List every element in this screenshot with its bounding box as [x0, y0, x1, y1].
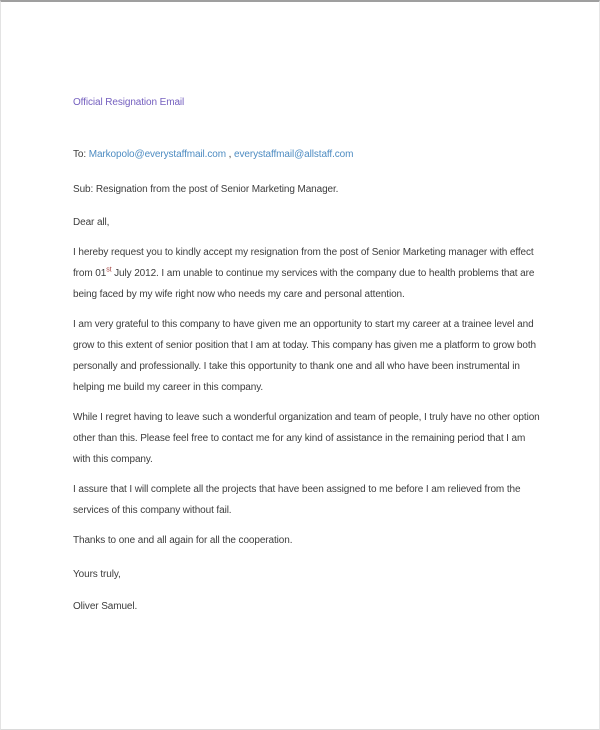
recipient-email-1[interactable]: Markopolo@everystaffmail.com — [88, 149, 226, 160]
paragraph-1-text-before: I hereby request you to kindly accept my resignation from the post of Senior Marketing manager with effect from 01 — [73, 247, 534, 279]
to-label: To: — [73, 149, 87, 160]
recipient-email-2[interactable]: everystaffmail@allstaff.com — [234, 149, 354, 160]
closing: Yours truly, — [73, 569, 121, 580]
signature: Oliver Samuel. — [73, 601, 138, 612]
salutation: Dear all, — [73, 217, 110, 228]
subject-line: Sub: Resignation from the post of Senior Marketing Manager. — [73, 184, 339, 195]
paragraph-assurance: I assure that I will complete all the projects that have been assigned to me before I am relieved from the services of this company without fail. — [73, 484, 521, 516]
paragraph-gratitude: I am very grateful to this company to have given me an opportunity to start my career at a trainee level and grow to this extent of senior position that I am at today. This company has given me a platform to grow both personally and professionally. I take this opportunity to thank one and all who have been instrumental in helping me build my career in this company. — [73, 319, 536, 393]
to-line — [73, 144, 541, 165]
title-row — [73, 92, 541, 113]
letter-content — [1, 2, 599, 617]
paragraph-1-text-after: July 2012. I am unable to continue my services with the company due to health problems that are being faced by my wife right now who needs my care and personal attention. — [73, 268, 535, 300]
recipient-separator: , — [228, 149, 232, 160]
paragraph-thanks: Thanks to one and all again for all the cooperation. — [73, 535, 293, 546]
paragraph-regret: While I regret having to leave such a wonderful organization and team of people, I truly have no other option other than this. Please feel free to contact me for any kind of assistance in the remaining period that I am with this company. — [73, 412, 540, 465]
paragraph-resignation-notice — [73, 242, 541, 305]
date-ordinal-superscript: st — [106, 266, 112, 274]
document-title-link[interactable]: Official Resignation Email — [73, 97, 185, 108]
